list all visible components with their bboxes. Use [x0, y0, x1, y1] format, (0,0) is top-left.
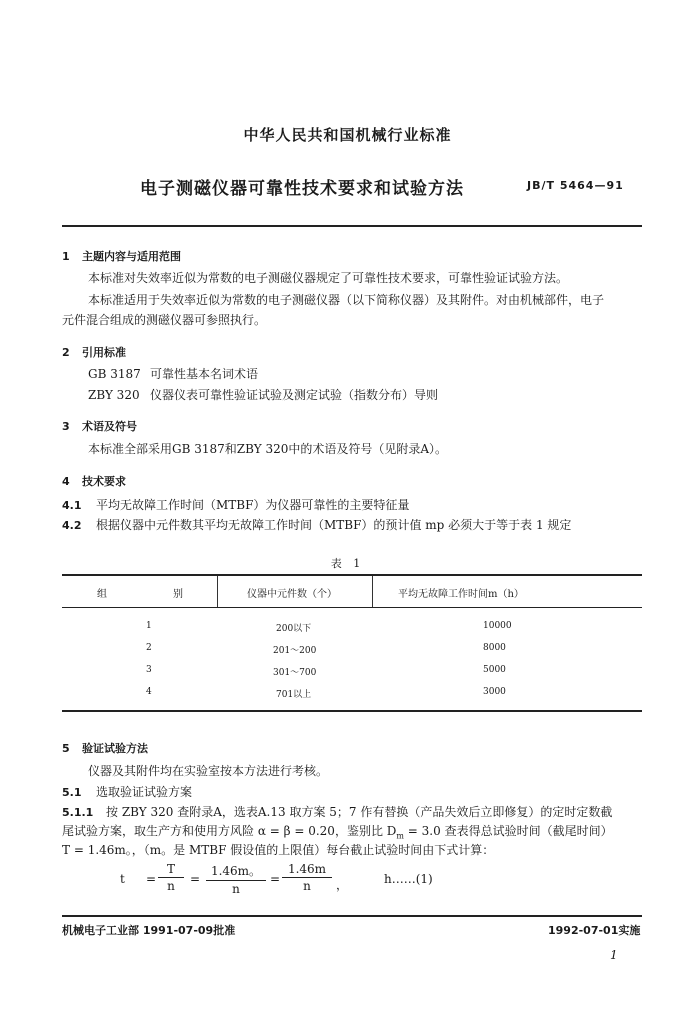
table-header-count: 仪器中元件数（个）: [247, 589, 337, 600]
fraction-denominator: n: [303, 879, 311, 893]
reference-code: GB 3187: [88, 367, 141, 381]
table-cell-group: 4: [146, 687, 152, 697]
formula-fraction-1: [158, 862, 184, 893]
organization-title: 中华人民共和国机械行业标准: [243, 126, 452, 144]
formula-lhs: t: [120, 872, 125, 886]
clause-5-1-1: [62, 803, 612, 820]
section-3-number: 3: [62, 420, 70, 433]
table-header-rule: [62, 607, 642, 608]
section-3-paragraph: 本标准全部采用GB 3187和ZBY 320中的术语及符号（见附录A）。: [88, 442, 448, 456]
clause-text: 选取验证试验方案: [96, 785, 193, 799]
formula-fraction-2: [206, 862, 266, 896]
formula-fraction-3: [282, 862, 332, 893]
section-4-title: 技术要求: [82, 475, 126, 488]
standard-number: JB/T 5464—91: [527, 179, 624, 192]
table-top-rule: [62, 574, 642, 576]
formula-label: h……(1): [384, 872, 433, 886]
table-cell-mtbf: 3000: [483, 687, 506, 697]
table-column-divider: [217, 576, 218, 607]
table-column-divider: [372, 576, 373, 607]
section-2-heading: [62, 344, 126, 360]
table-cell-count: 701以上: [276, 690, 312, 700]
clause-4-2: [62, 516, 571, 533]
section-5-paragraph: 仪器及其附件均在实验室按本方法进行考核。: [88, 764, 329, 778]
formula-equals: =: [146, 872, 157, 886]
formula-comma: ，: [336, 878, 349, 892]
clause-5-1-1-line-2: [62, 822, 613, 840]
header-divider: [62, 225, 642, 227]
clause-text: 尾试验方案，取生产方和使用方风险 α = β = 0.20，鉴别比 D: [62, 824, 397, 838]
section-5-number: 5: [62, 742, 70, 755]
section-1-paragraph-1: 本标准对失效率近似为常数的电子测磁仪器规定了可靠性技术要求，可靠性验证试验方法。: [88, 271, 569, 285]
fraction-bar: [158, 877, 184, 878]
fraction-bar: [206, 880, 266, 881]
section-3-heading: [62, 418, 137, 434]
table-cell-mtbf: 10000: [483, 621, 512, 631]
document-title: 电子测磁仪器可靠性技术要求和试验方法: [140, 179, 464, 199]
formula-equals: =: [270, 872, 281, 886]
clause-text: 根据仪器中元件数其平均无故障工作时间（MTBF）的预计值 mp 必须大于等于表 1 规定: [96, 518, 572, 532]
section-1-title: 主题内容与适用范围: [82, 250, 181, 263]
clause-number: 5.1.1: [62, 806, 94, 819]
reference-text: 可靠性基本名词术语: [150, 367, 259, 381]
clause-number: 5.1: [62, 786, 82, 799]
fraction-numerator: 1.46m: [287, 862, 327, 876]
fraction-bar: [282, 877, 332, 878]
table-cell-mtbf: 5000: [483, 665, 506, 675]
section-5-title: 验证试验方法: [82, 742, 148, 755]
clause-text: = 3.0 查表得总试验时间（截尾时间）: [403, 824, 613, 838]
table-cell-mtbf: 8000: [483, 643, 506, 653]
table-header-mtbf: 平均无故障工作时间m（h）: [398, 589, 524, 600]
table-bottom-rule: [62, 710, 642, 712]
section-1-number: 1: [62, 250, 70, 263]
fraction-numerator: T: [166, 862, 175, 876]
footer-divider: [62, 915, 642, 917]
clause-text: 按 ZBY 320 查附录A，选表A.13 取方案 5；7 作有替换（产品失效后立即修复）的定时定数截: [106, 805, 613, 819]
table-header-group: 组: [97, 589, 107, 600]
fraction-numerator: 1.46m。: [210, 864, 262, 878]
clause-number: 4.1: [62, 499, 82, 512]
table-cell-group: 1: [146, 621, 152, 631]
section-5-heading: [62, 740, 148, 756]
reference-item: [88, 365, 258, 382]
section-2-title: 引用标准: [82, 346, 126, 359]
fraction-denominator: n: [167, 879, 175, 893]
reference-text: 仪器仪表可靠性验证试验及测定试验（指数分布）导则: [150, 388, 439, 402]
clause-5-1-1-line-3: T = 1.46m。，（m。是 MTBF 假设值的上限值）每台截止试验时间由下式计算：: [62, 843, 495, 857]
table-cell-group: 3: [146, 665, 152, 675]
section-1-paragraph-2-line-2: 元件混合组成的测磁仪器可参照执行。: [62, 313, 267, 327]
section-1-paragraph-2-line-1: 本标准适用于失效率近似为常数的电子测磁仪器（以下简称仪器）及其附件。对由机械部件，电子: [88, 293, 605, 307]
clause-5-1: [62, 783, 192, 800]
clause-number: 4.2: [62, 519, 82, 532]
page-number: 1: [610, 948, 618, 962]
section-4-heading: [62, 473, 126, 489]
section-4-number: 4: [62, 475, 70, 488]
table-cell-count: 201～200: [273, 646, 317, 656]
reference-item: [88, 386, 438, 403]
clause-4-1: [62, 496, 409, 513]
approval-line: 机械电子工业部 1991-07-09批准: [62, 924, 236, 937]
table-caption: 表 1: [330, 557, 365, 570]
section-3-title: 术语及符号: [82, 420, 137, 433]
section-2-number: 2: [62, 346, 70, 359]
fraction-denominator: n: [232, 882, 240, 896]
clause-text: 平均无故障工作时间（MTBF）为仪器可靠性的主要特征量: [96, 498, 410, 512]
table-cell-count: 301～700: [273, 668, 317, 678]
subscript: m: [396, 831, 404, 841]
reference-code: ZBY 320: [88, 388, 140, 402]
table-cell-group: 2: [146, 643, 152, 653]
table-header-group-2: 别: [173, 589, 183, 600]
effective-date: 1992-07-01实施: [548, 924, 641, 937]
table-cell-count: 200以下: [276, 624, 312, 634]
formula-equals: =: [190, 872, 201, 886]
section-1-heading: [62, 248, 181, 264]
